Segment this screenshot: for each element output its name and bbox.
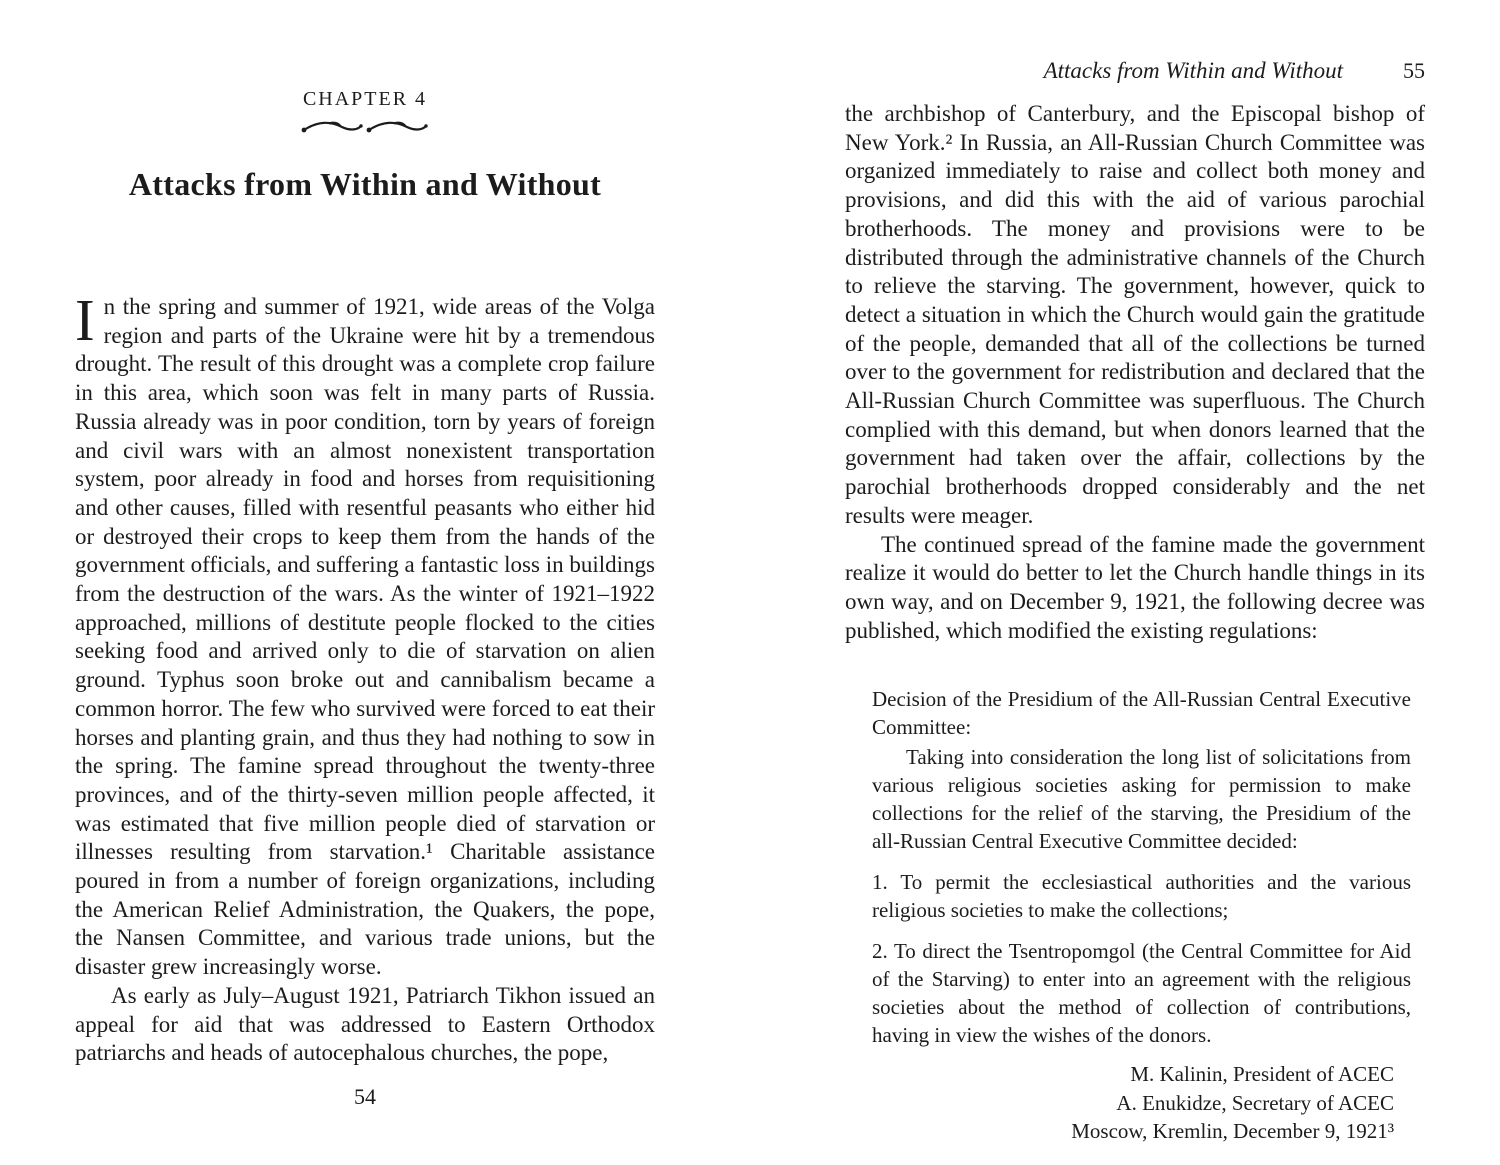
decree-signature-block <box>872 1060 1411 1146</box>
chapter-flourish-icon <box>75 118 655 136</box>
signature-line: Moscow, Kremlin, December 9, 1921³ <box>1071 1119 1394 1144</box>
page-number-left: 54 <box>354 1084 376 1109</box>
page-number-right: 55 <box>1403 58 1425 83</box>
decree-intro: Decision of the Presidium of the All-Russian Central Executive Committee: <box>872 687 1411 740</box>
decree-consideration: Taking into consideration the long list of solicitations from various religious societies asking for permission to make collections for the relief of the starving, the Presidium of the all-Russian Central Executive Committee decided: <box>872 745 1411 854</box>
signature-line: A. Enukidze, Secretary of ACEC <box>1116 1090 1394 1115</box>
right-body-text <box>845 100 1425 645</box>
signature-line: M. Kalinin, President of ACEC <box>1130 1062 1394 1087</box>
body-paragraph: The continued spread of the famine made the government realize it would do better to let the Church handle things in its own way, and on December 9, 1921, the following decree was published, which modified the existing regulations: <box>845 531 1425 643</box>
left-body-text <box>75 287 655 1068</box>
chapter-head <box>75 88 655 203</box>
page-right <box>750 0 1500 1165</box>
running-head <box>845 58 1425 84</box>
body-paragraph: As early as July–August 1921, Patriarch Tikhon issued an appeal for aid that was addressed to Eastern Orthodox patriarchs and heads of autocephalous churches, the pope, <box>75 982 655 1066</box>
decree-blockquote <box>872 685 1411 1146</box>
running-header-title: Attacks from Within and Without <box>1043 58 1343 83</box>
decree-item-1: 1. To permit the ecclesiastical authorities and the various religious societies to make the collections; <box>872 870 1411 923</box>
chapter-label: CHAPTER 4 <box>302 88 428 110</box>
body-paragraph: the archbishop of Canterbury, and the Episcopal bishop of New York.² In Russia, an All-Russian Church Committee was organized immediately to raise and collect both money and provisions, and did this with the aid of various parochial brotherhoods. The money and provisions were to be distributed through the administrative channels of the Church to relieve the starving. The government, however, quick to detect a situation in which the Church would gain the gratitude of the people, demanded that all of the collections be turned over to the government for redistribution and declared that the All-Russian Church Committee was superfluous. The Church complied with this demand, but when donors learned that the government had taken over the affair, collections by the parochial brotherhoods dropped considerably and the net results were meager. <box>845 101 1425 528</box>
drop-cap: I <box>75 287 95 353</box>
paragraph-text: n the spring and summer of 1921, wide areas of the Volga region and parts of the Ukraine were hit by a tremendous drought. The result of this drought was a complete crop failure in this area, which soon was felt in many parts of Russia. Russia already was in poor condition, torn by years of foreign and civil wars with an almost nonexistent transportation system, poor already in food and horses from requisitioning and other causes, filled with resentful peasants who either hid or destroyed their crops to keep them from the hands of the government officials, and suffering a fantastic loss in buildings from the destruction of the wars. As the winter of 1921–1922 approached, millions of destitute people flocked to the cities seeking food and arrived only to die of starvation on alien ground. Typhus soon broke out and cannibalism became a common horror. The few who survived were forced to eat their horses and planting grain, and thus they had nothing to sow in the spring. The famine spread throughout the twenty-three provinces, and of the thirty-seven million people affected, it was estimated that five million people died of starvation or illnesses resulting from starvation.¹ Charitable assistance poured in from a number of foreign organizations, including the American Relief Administration, the Quakers, the pope, the Nansen Committee, and various trade unions, but the disaster grew increasingly worse. <box>75 294 655 980</box>
decree-item-2: 2. To direct the Tsentropomgol (the Central Committee for Aid of the Starving) to enter into an agreement with the religious societies about the method of collection of contributions, having in view the wishes of the donors. <box>872 939 1411 1048</box>
chapter-title: Attacks from Within and Without <box>128 166 602 202</box>
body-paragraph <box>75 287 655 982</box>
